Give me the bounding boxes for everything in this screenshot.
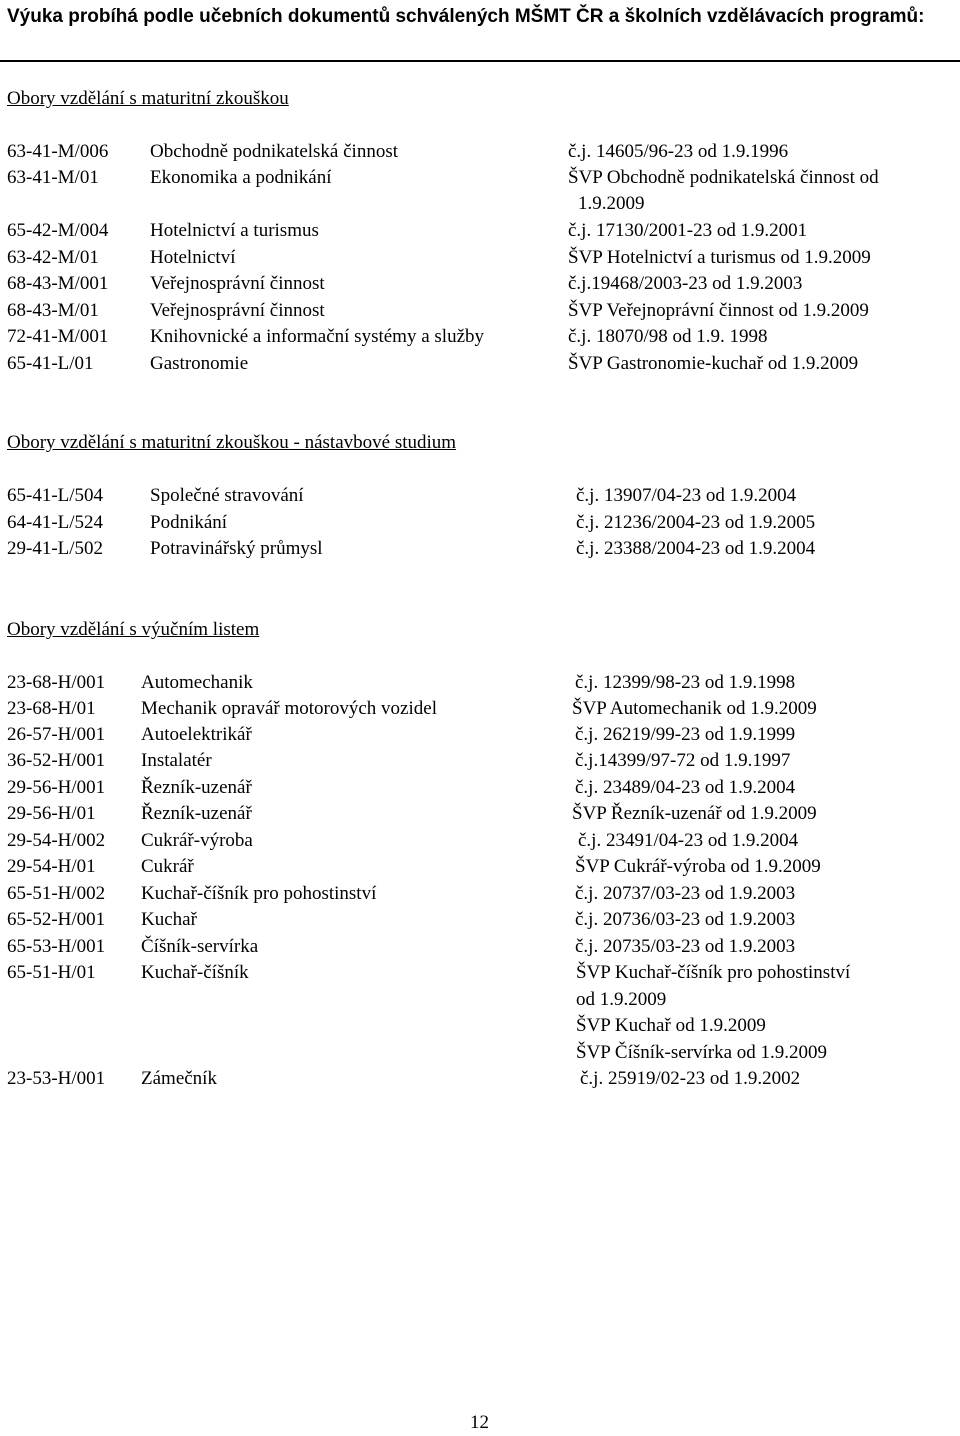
row-code: 63-41-M/006 [7,141,109,162]
row-code: 65-41-L/01 [7,353,94,374]
row-ref: č.j. 21236/2004-23 od 1.9.2005 [576,512,816,533]
row-ref: č.j. 26219/99-23 od 1.9.1999 [575,724,796,745]
row-ref: ŠVP Řezník-uzenář od 1.9.2009 [572,803,817,824]
table-row [0,245,960,271]
section-heading-vyucni-list: Obory vzdělání s výučním listem [7,619,260,640]
row-name: Podnikání [150,512,228,533]
table-row [0,298,960,324]
row-ref: č.j.19468/2003-23 od 1.9.2003 [568,273,803,294]
row-name: Řezník-uzenář [141,777,252,798]
table-row [0,828,960,854]
row-ref-extra: ŠVP Číšník-servírka od 1.9.2009 [576,1042,828,1063]
row-ref: č.j. 20737/03-23 od 1.9.2003 [575,883,796,904]
section-heading-maturita: Obory vzdělání s maturitní zkouškou [7,88,289,109]
row-ref-continuation: od 1.9.2009 [576,989,667,1010]
row-code: 63-42-M/01 [7,247,99,268]
row-name: Mechanik opravář motorových vozidel [141,698,437,719]
row-ref-extra: ŠVP Kuchař od 1.9.2009 [576,1015,766,1036]
row-name: Kuchař-číšník pro pohostinství [141,883,377,904]
row-code: 68-43-M/01 [7,300,99,321]
table-row [0,907,960,933]
row-code: 64-41-L/524 [7,512,104,533]
row-name: Kuchař [141,909,197,930]
row-code: 65-51-H/002 [7,883,106,904]
table-row [0,670,960,696]
row-ref: č.j. 14605/96-23 od 1.9.1996 [568,141,789,162]
row-name: Zámečník [141,1068,217,1089]
row-name: Veřejnosprávní činnost [150,300,325,321]
table-row [0,510,960,536]
row-code: 63-41-M/01 [7,167,99,188]
table-row [0,748,960,774]
row-ref: ŠVP Hotelnictví a turismus od 1.9.2009 [568,247,871,268]
row-code: 29-41-L/502 [7,538,104,559]
row-code: 65-51-H/01 [7,962,96,983]
row-name: Potravinářský průmysl [150,538,323,559]
row-ref: č.j.14399/97-72 od 1.9.1997 [575,750,791,771]
row-code: 65-42-M/004 [7,220,109,241]
page-number: 12 [470,1412,489,1433]
row-name: Autoelektrikář [141,724,252,745]
table-row [0,324,960,350]
row-code: 65-53-H/001 [7,936,106,957]
row-name: Veřejnosprávní činnost [150,273,325,294]
row-ref: č.j. 20736/03-23 od 1.9.2003 [575,909,796,930]
row-name: Instalatér [141,750,212,771]
table-row [0,218,960,244]
row-name: Společné stravování [150,485,304,506]
row-code: 23-68-H/01 [7,698,96,719]
row-name: Gastronomie [150,353,249,374]
table-row [0,696,960,722]
table-row [0,775,960,801]
table-row [0,139,960,165]
row-name: Číšník-servírka [141,936,259,957]
row-code: 23-53-H/001 [7,1068,106,1089]
table-row [0,854,960,880]
row-name: Řezník-uzenář [141,803,252,824]
row-name: Kuchař-číšník [141,962,249,983]
row-code: 68-43-M/001 [7,273,109,294]
row-name: Ekonomika a podnikání [150,167,332,188]
row-ref: č.j. 25919/02-23 od 1.9.2002 [580,1068,801,1089]
title-divider [0,60,960,62]
row-ref: č.j. 13907/04-23 od 1.9.2004 [576,485,797,506]
row-name: Cukrář-výroba [141,830,253,851]
table-row [0,960,960,986]
row-ref: č.j. 23388/2004-23 od 1.9.2004 [576,538,816,559]
row-ref: ŠVP Kuchař-číšník pro pohostinství [576,962,851,983]
table-row [0,1066,960,1092]
row-name: Cukrář [141,856,194,877]
row-code: 26-57-H/001 [7,724,106,745]
table-row [0,165,960,191]
row-code: 29-54-H/002 [7,830,106,851]
page-title: Výuka probíhá podle učebních dokumentů schválených MŠMT ČR a školních vzdělávacích programů: [7,6,925,27]
row-code: 72-41-M/001 [7,326,109,347]
table-row [0,483,960,509]
row-code: 29-56-H/001 [7,777,106,798]
row-code: 65-52-H/001 [7,909,106,930]
row-ref: č.j. 17130/2001-23 od 1.9.2001 [568,220,808,241]
row-ref: č.j. 12399/98-23 od 1.9.1998 [575,672,796,693]
row-name: Obchodně podnikatelská činnost [150,141,399,162]
table-row [0,536,960,562]
section-heading-nastavba: Obory vzdělání s maturitní zkouškou - nástavbové studium [7,432,457,453]
table-row [0,801,960,827]
table-row [0,934,960,960]
row-name: Knihovnické a informační systémy a služby [150,326,485,347]
row-ref: ŠVP Gastronomie-kuchař od 1.9.2009 [568,353,859,374]
row-code: 23-68-H/001 [7,672,106,693]
row-code: 29-54-H/01 [7,856,96,877]
row-ref: č.j. 23489/04-23 od 1.9.2004 [575,777,796,798]
row-ref: ŠVP Automechanik od 1.9.2009 [572,698,817,719]
row-name: Hotelnictví a turismus [150,220,319,241]
row-ref: ŠVP Cukrář-výroba od 1.9.2009 [575,856,821,877]
row-ref: č.j. 20735/03-23 od 1.9.2003 [575,936,796,957]
table-row [0,722,960,748]
row-ref-continuation: 1.9.2009 [578,193,645,214]
row-code: 65-41-L/504 [7,485,104,506]
row-name: Automechanik [141,672,253,693]
row-code: 36-52-H/001 [7,750,106,771]
row-ref: ŠVP Obchodně podnikatelská činnost od [568,167,879,188]
row-ref: ŠVP Veřejnoprávní činnost od 1.9.2009 [568,300,869,321]
table-row [0,271,960,297]
table-row [0,881,960,907]
row-ref: č.j. 23491/04-23 od 1.9.2004 [578,830,799,851]
row-code: 29-56-H/01 [7,803,96,824]
table-row [0,351,960,377]
row-name: Hotelnictví [150,247,236,268]
row-ref: č.j. 18070/98 od 1.9. 1998 [568,326,768,347]
